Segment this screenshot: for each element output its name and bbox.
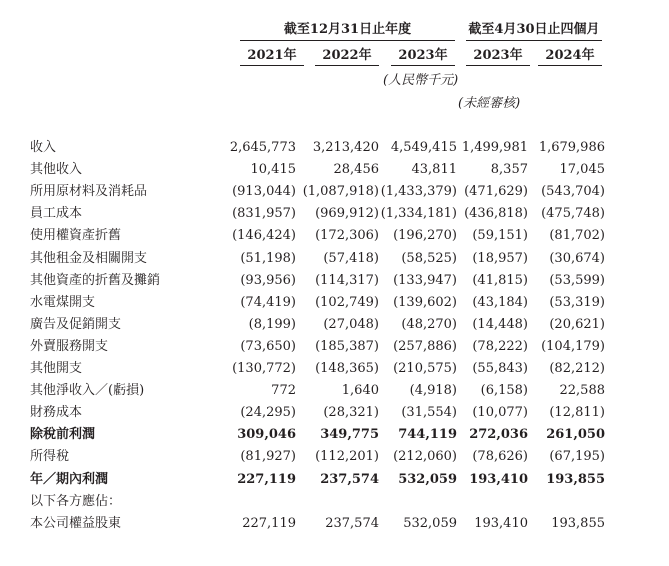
row-value: (20,621) [549, 316, 605, 332]
table-row [0, 248, 669, 270]
row-value: 237,574 [320, 471, 379, 487]
row-value: 1,499,981 [461, 140, 528, 155]
row-value: (913,044) [232, 184, 296, 200]
row-value: (67,195) [549, 449, 605, 465]
row-value: 28,456 [333, 162, 379, 178]
row-label: 財務成本 [30, 405, 83, 421]
header-group-year: 截至12月31日止年度 [240, 20, 455, 41]
row-label: 以下各方應佔： [30, 493, 122, 509]
row-value: (78,626) [472, 449, 528, 465]
row-value: (133,947) [393, 272, 457, 288]
row-label: 使用權資產折舊 [30, 228, 122, 244]
year-header: 2022年 [315, 47, 379, 66]
row-value: (102,749) [315, 294, 379, 310]
row-value: (12,811) [549, 405, 605, 421]
row-value: 22,588 [559, 383, 605, 399]
row-value: (130,772) [232, 361, 296, 376]
row-label: 年／期內利潤 [30, 471, 109, 487]
row-value: (196,270) [393, 228, 457, 244]
table-row [0, 402, 669, 424]
row-label: 其他收入 [30, 162, 83, 178]
row-value: (53,319) [549, 294, 605, 310]
row-value: (114,317) [315, 272, 379, 288]
row-value: 4,549,415 [390, 140, 457, 155]
row-value: (81,702) [549, 228, 605, 244]
row-value: (30,674) [549, 250, 605, 266]
row-value: (10,077) [472, 405, 528, 421]
row-value: (6,158) [480, 383, 528, 399]
row-label: 其他資產的折舊及攤銷 [30, 272, 161, 288]
row-value: (93,956) [240, 272, 296, 288]
row-value: (212,060) [393, 449, 457, 465]
table-row [0, 159, 669, 181]
row-value: (139,602) [393, 294, 457, 310]
row-value: (82,212) [549, 361, 605, 376]
row-value: 1,679,986 [538, 140, 605, 155]
row-value: (1,087,918) [302, 184, 379, 200]
row-value: (55,843) [472, 361, 528, 376]
row-value: (104,179) [541, 338, 605, 354]
row-label: 本公司權益股東 [30, 515, 122, 531]
row-value: (185,387) [315, 338, 379, 354]
row-value: 309,046 [237, 427, 296, 443]
row-value: (1,433,379) [380, 184, 457, 200]
row-value: 349,775 [320, 427, 379, 443]
table-row [0, 491, 669, 513]
table-row [0, 336, 669, 358]
table-row [0, 314, 669, 336]
year-header: 2021年 [240, 47, 304, 66]
table-row [0, 424, 669, 446]
row-label: 其他租金及相關開支 [30, 250, 148, 266]
row-value: 193,410 [469, 471, 528, 487]
row-label: 員工成本 [30, 206, 83, 222]
row-value: 532,059 [403, 515, 457, 531]
row-value: (14,448) [472, 316, 528, 332]
year-header: 2023年 [466, 47, 530, 66]
row-value: (4,918) [409, 383, 457, 399]
row-label: 所用原材料及消耗品 [30, 184, 148, 200]
row-value: 272,036 [469, 427, 528, 443]
row-value: (257,886) [393, 338, 457, 354]
row-value: (831,957) [232, 206, 296, 222]
year-header: 2023年 [391, 47, 455, 66]
table-row [0, 137, 669, 159]
row-value: 772 [271, 383, 296, 399]
row-value: (81,927) [240, 449, 296, 465]
row-value: (57,418) [323, 250, 379, 266]
row-value: (24,295) [240, 405, 296, 421]
row-value: (146,424) [232, 228, 296, 244]
row-value: 2,645,773 [229, 140, 296, 155]
row-value: (48,270) [401, 316, 457, 332]
row-value: 10,415 [250, 162, 296, 178]
row-value: (58,525) [401, 250, 457, 266]
row-value: 17,045 [559, 162, 605, 178]
table-row [0, 380, 669, 402]
row-value: (78,222) [472, 338, 528, 354]
row-label: 外賣服務開支 [30, 338, 109, 354]
row-value: (31,554) [401, 405, 457, 421]
unaudited-note: (未經審核) [458, 96, 521, 111]
row-value: (41,815) [472, 272, 528, 288]
row-label: 廣告及促銷開支 [30, 316, 122, 332]
row-value: 744,119 [398, 427, 457, 443]
row-value: (148,365) [315, 361, 379, 376]
row-value: (475,748) [541, 206, 605, 222]
row-label: 其他開支 [30, 361, 83, 376]
table-row [0, 469, 669, 491]
row-value: (969,912) [315, 206, 379, 222]
table-row [0, 513, 669, 535]
row-value: 193,855 [546, 471, 605, 487]
row-value: (28,321) [323, 405, 379, 421]
row-value: 43,811 [411, 162, 457, 178]
row-value: (172,306) [315, 228, 379, 244]
table-row [0, 446, 669, 468]
row-value: (51,198) [240, 250, 296, 266]
row-label: 其他淨收入／(虧損) [30, 383, 145, 399]
row-value: 237,574 [325, 515, 379, 531]
row-value: (59,151) [472, 228, 528, 244]
row-value: 532,059 [398, 471, 457, 487]
row-value: (8,199) [248, 316, 296, 332]
row-value: (1,334,181) [380, 206, 457, 222]
row-value: 261,050 [546, 427, 605, 443]
table-row [0, 203, 669, 225]
year-header: 2024年 [538, 47, 602, 66]
row-value: 8,357 [490, 162, 528, 178]
row-value: 227,119 [237, 471, 296, 487]
row-value: (471,629) [464, 184, 528, 200]
row-value: 193,855 [551, 515, 605, 531]
row-value: (436,818) [464, 206, 528, 222]
table-row [0, 181, 669, 203]
row-value: (74,419) [240, 294, 296, 310]
row-value: (27,048) [323, 316, 379, 332]
table-row [0, 225, 669, 247]
table-row [0, 358, 669, 380]
header-group-period: 截至4月30日止四個月 [466, 20, 602, 41]
row-value: (43,184) [472, 294, 528, 310]
table-row [0, 292, 669, 314]
row-value: 1,640 [341, 383, 379, 399]
row-value: (210,575) [393, 361, 457, 376]
row-value: (543,704) [541, 184, 605, 200]
row-value: 3,213,420 [312, 140, 379, 155]
row-value: 227,119 [242, 515, 296, 531]
row-value: (18,957) [472, 250, 528, 266]
row-value: 193,410 [474, 515, 528, 531]
row-label: 除稅前利潤 [30, 427, 96, 443]
table-row [0, 270, 669, 292]
row-value: (112,201) [315, 449, 379, 465]
row-label: 水電煤開支 [30, 294, 96, 310]
unit-note: (人民幣千元) [383, 73, 459, 88]
row-value: (73,650) [240, 338, 296, 354]
row-label: 收入 [30, 140, 57, 155]
row-value: (53,599) [549, 272, 605, 288]
row-label: 所得稅 [30, 449, 70, 465]
